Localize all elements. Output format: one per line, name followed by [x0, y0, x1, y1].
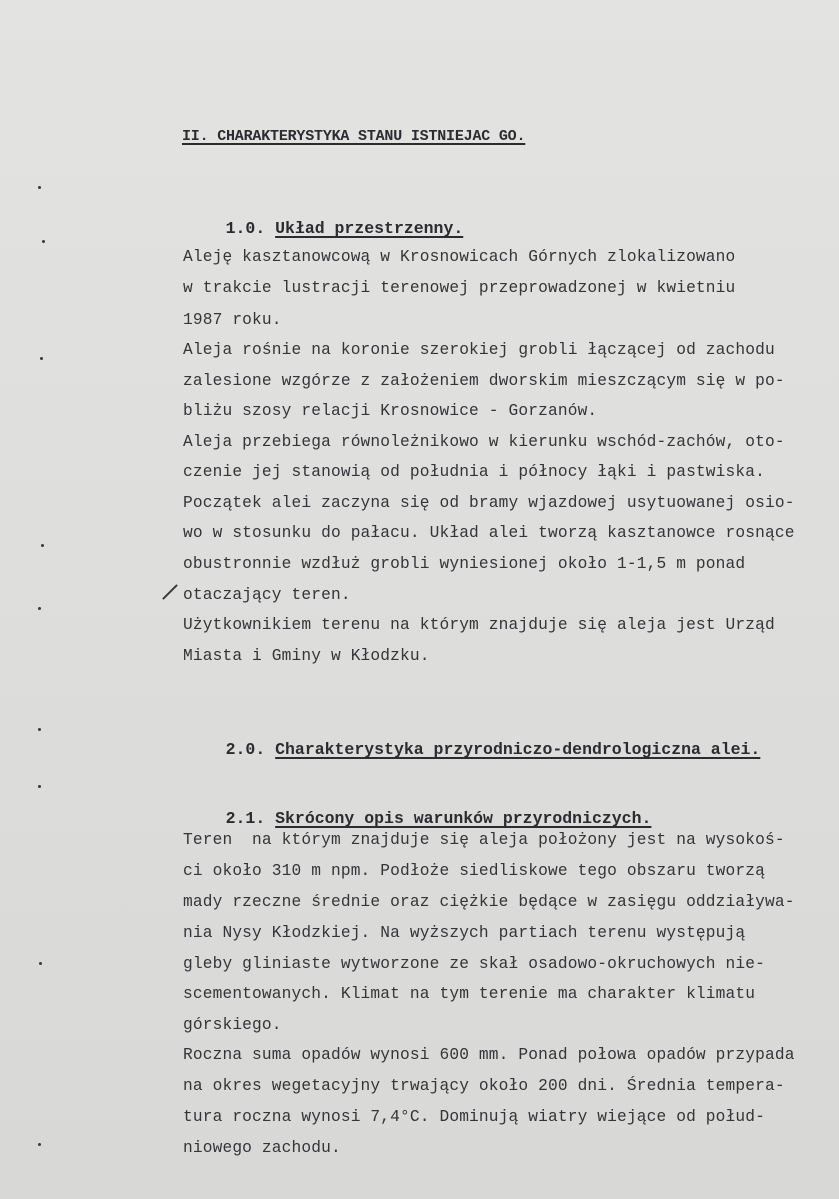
heading-2-0: [186, 721, 760, 778]
text-line: czenie jej stanowią od południa i północy łąki i pastwiska.: [183, 463, 765, 481]
margin-dot: [38, 785, 41, 788]
margin-dot: [41, 544, 44, 547]
margin-dot: [39, 962, 42, 965]
heading-number: 2.0.: [225, 740, 266, 759]
text-line: w trakcie lustracji terenowej przeprowadzonej w kwietniu: [183, 279, 736, 297]
text-line: nia Nysy Kłodzkiej. Na wyższych partiach terenu występują: [183, 924, 746, 942]
heading-number: 2.1.: [225, 809, 266, 828]
text-line: Aleja rośnie na koronie szerokiej grobli łączącej od zachodu: [183, 341, 775, 359]
text-line: Miasta i Gminy w Kłodzku.: [183, 647, 430, 665]
margin-dot: [40, 357, 43, 360]
text-line: Początek alei zaczyna się od bramy wjazdowej usytuowanej osio-: [183, 494, 795, 512]
text-line: mady rzeczne średnie oraz ciężkie będące w zasięgu oddziaływa-: [183, 893, 795, 911]
text-line: tura roczna wynosi 7,4°C. Dominują wiatry wiejące od połud-: [183, 1108, 765, 1126]
pen-tick-mark: [162, 584, 178, 600]
heading-title: Skrócony opis warunków przyrodniczych.: [275, 809, 652, 828]
section-title: II. CHARAKTERYSTYKA STANU ISTNIEJAC GO.: [182, 128, 526, 145]
margin-dot: [38, 728, 41, 731]
text-line: Aleja przebiega równoleżnikowo w kierunku wschód-zachów, oto-: [183, 433, 785, 451]
text-line: Użytkownikiem terenu na którym znajduje się aleja jest Urząd: [183, 616, 775, 634]
text-line: na okres wegetacyjny trwający około 200 dni. Średnia tempera-: [183, 1077, 785, 1095]
text-line: otaczający teren.: [183, 586, 351, 604]
text-line: Roczna suma opadów wynosi 600 mm. Ponad połowa opadów przypada: [183, 1046, 795, 1064]
text-line: ci około 310 m npm. Podłoże siedliskowe tego obszaru tworzą: [183, 862, 765, 880]
text-line: 1987 roku.: [183, 311, 282, 329]
text-line: Aleję kasztanowcową w Krosnowicach Górnych zlokalizowano: [183, 248, 736, 266]
text-line: bliżu szosy relacji Krosnowice - Gorzanów.: [183, 402, 598, 420]
text-line: Teren na którym znajduje się aleja położony jest na wysokoś-: [183, 831, 785, 849]
heading-number: 1.0.: [225, 219, 266, 238]
margin-dot: [38, 607, 41, 610]
text-line: wo w stosunku do pałacu. Układ alei tworzą kasztanowce rosnące: [183, 524, 795, 542]
margin-dot: [42, 240, 45, 243]
margin-dot: [38, 186, 41, 189]
text-line: zalesione wzgórze z założeniem dworskim mieszczącym się w po-: [183, 372, 785, 390]
heading-title: Układ przestrzenny.: [275, 219, 464, 238]
heading-title: Charakterystyka przyrodniczo-dendrologiczna alei.: [275, 740, 761, 759]
text-line: górskiego.: [183, 1016, 282, 1034]
text-line: niowego zachodu.: [183, 1139, 341, 1157]
text-line: gleby gliniaste wytworzone ze skał osadowo-okruchowych nie-: [183, 955, 765, 973]
text-line: scementowanych. Klimat na tym terenie ma charakter klimatu: [183, 985, 756, 1003]
margin-dot: [38, 1143, 41, 1146]
text-line: obustronnie wzdłuż grobli wyniesionej około 1-1,5 m ponad: [183, 555, 746, 573]
